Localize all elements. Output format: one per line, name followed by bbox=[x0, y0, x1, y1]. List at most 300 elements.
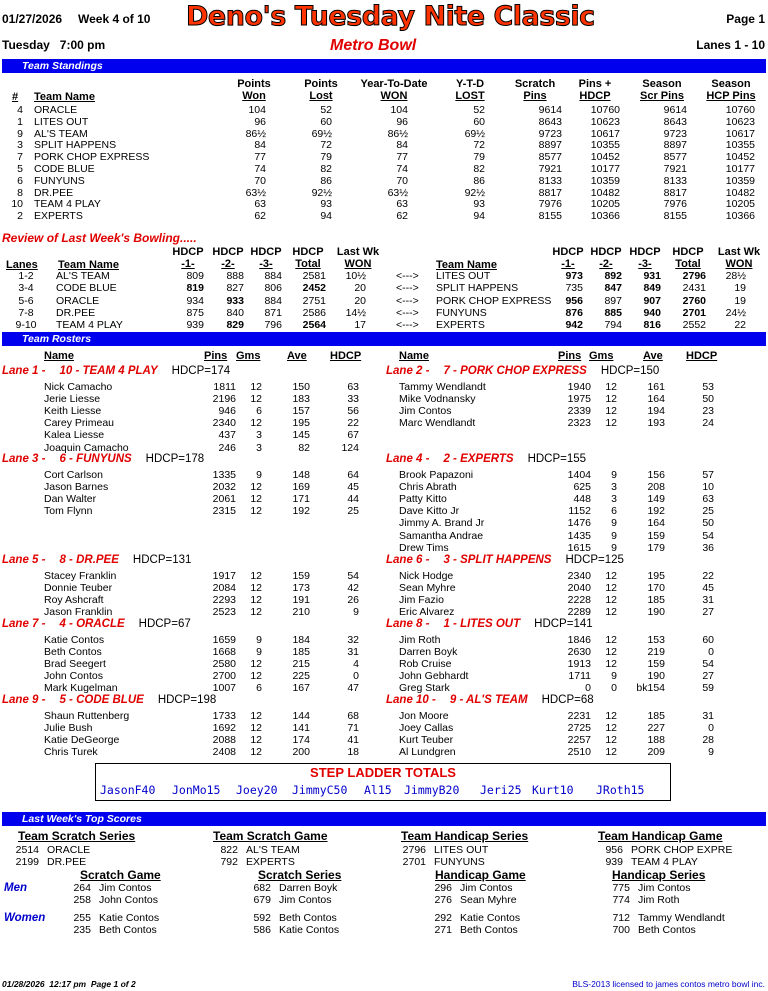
player-average: 194 bbox=[647, 405, 665, 418]
top-score-name: EXPERTS bbox=[246, 856, 295, 868]
standing-num: 10 bbox=[11, 198, 23, 211]
review-a-g1: 875 bbox=[186, 306, 204, 319]
top-score-name: TEAM 4 PLAY bbox=[631, 856, 698, 868]
player-hdcp: 64 bbox=[347, 469, 359, 481]
top-score-value: 235 bbox=[73, 924, 91, 936]
review-hdcp3-a: HDCP -3- bbox=[250, 246, 282, 270]
player-average: 156 bbox=[647, 469, 665, 481]
player-name: Brad Seegert bbox=[44, 658, 106, 671]
player-pins: 2339 bbox=[567, 405, 591, 418]
player-games: 6 bbox=[256, 405, 262, 418]
standing-team: CODE BLUE bbox=[34, 163, 95, 175]
top-team-handicap-game-title: Team Handicap Game bbox=[598, 829, 723, 843]
week-label: Week 4 of 10 bbox=[78, 12, 151, 26]
player-name: Chris Turek bbox=[44, 746, 98, 759]
standing-ytd-won: 104 bbox=[390, 104, 408, 116]
player-pins: 946 bbox=[218, 405, 236, 418]
player-games: 12 bbox=[605, 722, 617, 735]
standing-season-hcp: 10205 bbox=[725, 198, 755, 211]
step-ladder-box bbox=[95, 763, 671, 801]
top-score-name: Katie Contos bbox=[460, 912, 521, 924]
standing-ytd-won: 84 bbox=[396, 139, 408, 152]
player-hdcp: 28 bbox=[702, 734, 714, 747]
player-hdcp: 10 bbox=[702, 481, 714, 494]
step-ladder-entry: JonMo15 bbox=[172, 783, 221, 797]
lane-hdcp: HDCP=68 bbox=[541, 694, 594, 706]
top-score-value: 586 bbox=[253, 924, 271, 936]
player-games: 12 bbox=[250, 606, 262, 619]
standing-season-scr: 8817 bbox=[663, 186, 687, 199]
player-hdcp: 26 bbox=[347, 594, 359, 607]
standing-ytd-lost: 69½ bbox=[464, 127, 485, 140]
player-name: Chris Abrath bbox=[399, 481, 457, 494]
player-average: 82 bbox=[298, 441, 310, 454]
review-a-g2: 827 bbox=[226, 282, 244, 295]
standing-season-hcp: 10482 bbox=[725, 186, 755, 199]
player-pins: 1846 bbox=[567, 634, 591, 646]
player-games: 12 bbox=[250, 570, 262, 582]
player-average: 159 bbox=[647, 529, 665, 542]
top-scratch-series-title: Scratch Series bbox=[258, 868, 342, 882]
player-pins: 1007 bbox=[212, 682, 236, 695]
player-name: Jon Moore bbox=[399, 710, 449, 722]
standing-team: TEAM 4 PLAY bbox=[34, 198, 101, 211]
col-pins-hdcp: Pins + HDCP bbox=[578, 78, 612, 102]
standing-won: 63½ bbox=[245, 186, 266, 199]
review-b-won: 24½ bbox=[725, 306, 746, 319]
standing-scratch-pins: 8643 bbox=[538, 115, 562, 128]
player-pins: 448 bbox=[573, 493, 591, 506]
standing-ytd-lost: 92½ bbox=[464, 186, 485, 199]
player-games: 12 bbox=[605, 582, 617, 595]
player-hdcp: 4 bbox=[353, 658, 359, 671]
player-pins: 1335 bbox=[212, 469, 236, 481]
review-lastwk-b: Last Wk WON bbox=[717, 246, 761, 270]
standing-num: 9 bbox=[17, 127, 23, 140]
standing-lost: 79 bbox=[320, 151, 332, 164]
top-score-value: 775 bbox=[612, 882, 630, 894]
review-b-total: 2760 bbox=[682, 294, 706, 307]
player-hdcp: 45 bbox=[347, 481, 359, 494]
player-games: 3 bbox=[256, 429, 262, 442]
top-score-name: Jim Contos bbox=[99, 882, 152, 894]
review-hdcp2-b: HDCP -2- bbox=[590, 246, 622, 270]
col-num: # bbox=[12, 91, 19, 103]
player-games: 12 bbox=[605, 634, 617, 646]
women-label: Women bbox=[4, 912, 46, 924]
top-score-name: Jim Contos bbox=[279, 894, 332, 906]
player-pins: 2340 bbox=[567, 570, 591, 582]
review-b-total: 2552 bbox=[682, 319, 706, 332]
col-team-name: Team Name bbox=[34, 91, 95, 103]
player-hdcp: 0 bbox=[708, 646, 714, 659]
player-pins: 1733 bbox=[212, 710, 236, 722]
review-a-won: 17 bbox=[354, 319, 366, 332]
review-hdcp2-a: HDCP -2- bbox=[212, 246, 244, 270]
lane-header bbox=[2, 554, 191, 566]
player-games: 3 bbox=[611, 493, 617, 506]
player-hdcp: 56 bbox=[347, 405, 359, 418]
col-scratch-pins: Scratch Pins bbox=[514, 78, 556, 102]
review-a-g3: 806 bbox=[264, 282, 282, 295]
player-hdcp: 50 bbox=[702, 517, 714, 530]
lane-hdcp: HDCP=150 bbox=[600, 365, 660, 377]
player-hdcp: 59 bbox=[702, 682, 714, 695]
top-score-value: 682 bbox=[253, 882, 271, 894]
roster-col-gms-r: Gms bbox=[589, 350, 614, 362]
standing-team: PORK CHOP EXPRESS bbox=[34, 151, 150, 164]
review-a-g3: 796 bbox=[264, 319, 282, 332]
player-pins: 2725 bbox=[567, 722, 591, 735]
player-pins: 2257 bbox=[567, 734, 591, 747]
review-hdcp1-b: HDCP -1- bbox=[552, 246, 584, 270]
player-hdcp: 27 bbox=[702, 606, 714, 619]
review-col-team-a: Team Name bbox=[58, 259, 119, 271]
player-name: Jason Barnes bbox=[44, 481, 109, 494]
col-points-lost: Points Lost bbox=[304, 78, 338, 102]
col-ytd-won: Year-To-Date WON bbox=[360, 78, 428, 102]
player-hdcp: 33 bbox=[347, 393, 359, 406]
standing-lost: 93 bbox=[320, 198, 332, 211]
standing-ytd-won: 70 bbox=[396, 174, 408, 187]
lane-hdcp: HDCP=198 bbox=[157, 694, 217, 706]
top-score-value: 700 bbox=[612, 924, 630, 936]
standing-pins-hdcp: 10205 bbox=[590, 198, 620, 211]
standing-num: 6 bbox=[17, 174, 23, 187]
review-b-g1: 735 bbox=[565, 282, 583, 295]
standing-ytd-lost: 82 bbox=[473, 163, 485, 175]
lane-label: Lane 10 - bbox=[386, 694, 436, 706]
player-name: Brook Papazoni bbox=[399, 469, 474, 481]
top-handicap-series-title: Handicap Series bbox=[612, 868, 706, 882]
lane-header bbox=[2, 453, 204, 465]
player-name: Jim Fazio bbox=[399, 594, 444, 607]
player-name: Nick Camacho bbox=[44, 381, 113, 393]
lane-hdcp: HDCP=174 bbox=[171, 365, 231, 377]
player-games: 12 bbox=[250, 417, 262, 430]
review-b-g2: 892 bbox=[604, 270, 622, 282]
player-hdcp: 25 bbox=[347, 505, 359, 518]
player-name: Jimmy A. Brand Jr bbox=[399, 517, 485, 530]
player-average: 210 bbox=[292, 606, 310, 619]
review-a-won: 20 bbox=[354, 282, 366, 295]
player-hdcp: 31 bbox=[702, 710, 714, 722]
standing-pins-hdcp: 10355 bbox=[590, 139, 620, 152]
player-average: 157 bbox=[292, 405, 310, 418]
player-hdcp: 22 bbox=[702, 570, 714, 582]
lane-hdcp: HDCP=178 bbox=[145, 453, 205, 465]
player-average: 195 bbox=[292, 417, 310, 430]
lane-label: Lane 6 - bbox=[386, 554, 430, 566]
review-b-g1: 876 bbox=[565, 306, 583, 319]
player-games: 9 bbox=[611, 541, 617, 554]
top-score-name: ORACLE bbox=[47, 844, 91, 856]
lane-label: Lane 3 - bbox=[2, 453, 46, 465]
top-score-value: 2514 bbox=[15, 844, 39, 856]
standing-scratch-pins: 8577 bbox=[538, 151, 562, 164]
step-ladder-entry: Joey20 bbox=[236, 783, 278, 797]
player-games: 12 bbox=[250, 746, 262, 759]
player-average: 149 bbox=[647, 493, 665, 506]
standing-lost: 82 bbox=[320, 163, 332, 175]
standing-team: DR.PEE bbox=[34, 186, 74, 199]
player-pins: 437 bbox=[218, 429, 236, 442]
top-score-value: 712 bbox=[612, 912, 630, 924]
player-average: 193 bbox=[647, 417, 665, 430]
step-ladder-entry: JasonF40 bbox=[100, 783, 156, 797]
standing-scratch-pins: 8133 bbox=[538, 174, 562, 187]
step-ladder-title: STEP LADDER TOTALS bbox=[310, 765, 456, 780]
lane-team: 6 - FUNYUNS bbox=[59, 453, 132, 465]
player-average: 184 bbox=[292, 634, 310, 646]
player-average: 169 bbox=[292, 481, 310, 494]
player-pins: 2700 bbox=[212, 670, 236, 683]
player-pins: 2340 bbox=[212, 417, 236, 430]
review-a-g2: 840 bbox=[226, 306, 244, 319]
player-average: 183 bbox=[292, 393, 310, 406]
review-team-a: AL'S TEAM bbox=[56, 270, 110, 282]
review-a-total: 2751 bbox=[302, 294, 326, 307]
player-average: 191 bbox=[292, 594, 310, 607]
standing-season-scr: 8643 bbox=[663, 115, 687, 128]
player-hdcp: 42 bbox=[347, 582, 359, 595]
lane-header bbox=[386, 453, 586, 465]
player-name: Joey Callas bbox=[399, 722, 454, 735]
player-name: Greg Stark bbox=[399, 682, 450, 695]
top-score-value: 2796 bbox=[402, 844, 426, 856]
lane-label: Lane 2 - bbox=[386, 365, 430, 377]
top-team-scratch-series-title: Team Scratch Series bbox=[18, 829, 136, 843]
player-name: Kurt Teuber bbox=[399, 734, 454, 747]
player-hdcp: 44 bbox=[347, 493, 359, 506]
player-pins: 1940 bbox=[567, 381, 591, 393]
standing-season-scr: 8577 bbox=[663, 151, 687, 164]
player-average: 209 bbox=[647, 746, 665, 759]
standing-lost: 60 bbox=[320, 115, 332, 128]
player-pins: 1711 bbox=[568, 670, 591, 683]
review-b-g2: 794 bbox=[604, 319, 622, 332]
lane-label: Lane 4 - bbox=[386, 453, 430, 465]
standing-pins-hdcp: 10482 bbox=[590, 186, 620, 199]
review-a-g2: 933 bbox=[226, 294, 244, 307]
top-score-value: 2199 bbox=[15, 856, 39, 868]
player-games: 12 bbox=[250, 670, 262, 683]
review-a-g1: 934 bbox=[186, 294, 204, 307]
standing-lost: 92½ bbox=[311, 186, 332, 199]
player-games: 12 bbox=[605, 646, 617, 659]
top-score-name: AL'S TEAM bbox=[246, 844, 300, 856]
player-games: 12 bbox=[605, 746, 617, 759]
player-games: 9 bbox=[611, 517, 617, 530]
player-name: Samantha Andrae bbox=[399, 529, 484, 542]
step-ladder-entry: Kurt10 bbox=[532, 783, 574, 797]
standing-num: 3 bbox=[17, 139, 23, 152]
lane-hdcp: HDCP=155 bbox=[527, 453, 587, 465]
player-name: Roy Ashcraft bbox=[44, 594, 104, 607]
top-score-name: LITES OUT bbox=[434, 844, 489, 856]
player-name: Al Lundgren bbox=[399, 746, 456, 759]
player-name: Mark Kugelman bbox=[44, 682, 118, 695]
top-score-name: Tammy Wendlandt bbox=[638, 912, 725, 924]
player-games: 9 bbox=[256, 646, 262, 659]
standing-won: 104 bbox=[248, 104, 266, 116]
player-name: Katie Contos bbox=[44, 634, 105, 646]
player-pins: 2040 bbox=[567, 582, 591, 595]
player-name: Shaun Ruttenberg bbox=[44, 710, 130, 722]
review-a-g3: 884 bbox=[264, 270, 282, 282]
top-score-name: Katie Contos bbox=[99, 912, 160, 924]
top-score-value: 296 bbox=[434, 882, 452, 894]
roster-col-hdcp-r: HDCP bbox=[686, 350, 718, 362]
player-hdcp: 71 bbox=[347, 722, 359, 735]
review-team-b: LITES OUT bbox=[436, 270, 491, 282]
standing-team: AL'S TEAM bbox=[34, 127, 88, 140]
player-average: 173 bbox=[292, 582, 310, 595]
top-score-value: 939 bbox=[605, 856, 623, 868]
standing-ytd-lost: 93 bbox=[473, 198, 485, 211]
review-hdcp1-a: HDCP -1- bbox=[172, 246, 204, 270]
standing-ytd-lost: 94 bbox=[473, 210, 485, 223]
player-pins: 2084 bbox=[212, 582, 236, 595]
review-b-won: 19 bbox=[734, 282, 746, 295]
player-average: 227 bbox=[647, 722, 665, 735]
player-pins: 1404 bbox=[567, 469, 591, 481]
player-games: 12 bbox=[605, 381, 617, 393]
top-score-value: 276 bbox=[434, 894, 452, 906]
top-score-name: DR.PEE bbox=[47, 856, 87, 868]
standing-ytd-won: 74 bbox=[396, 163, 408, 175]
player-pins: 246 bbox=[218, 441, 236, 454]
top-score-name: Jim Roth bbox=[638, 894, 680, 906]
player-average: 167 bbox=[292, 682, 310, 695]
top-score-value: 2701 bbox=[402, 856, 426, 868]
review-a-won: 20 bbox=[354, 294, 366, 307]
player-games: 12 bbox=[250, 393, 262, 406]
player-games: 9 bbox=[611, 469, 617, 481]
player-pins: 2315 bbox=[212, 505, 236, 518]
top-score-name: Jim Contos bbox=[638, 882, 691, 894]
lane-header bbox=[2, 365, 230, 377]
player-games: 12 bbox=[605, 417, 617, 430]
player-name: Cort Carlson bbox=[44, 469, 103, 481]
review-a-total: 2581 bbox=[302, 270, 326, 282]
top-score-name: PORK CHOP EXPRE bbox=[631, 844, 733, 856]
review-a-g1: 819 bbox=[186, 282, 204, 295]
player-games: 3 bbox=[611, 481, 617, 494]
review-b-total: 2431 bbox=[682, 282, 706, 295]
step-ladder-entry: JRoth15 bbox=[596, 783, 645, 797]
review-lanes: 7-8 bbox=[18, 306, 34, 319]
player-pins: 1692 bbox=[212, 722, 236, 735]
top-handicap-game-title: Handicap Game bbox=[435, 868, 526, 882]
standing-team: SPLIT HAPPENS bbox=[34, 139, 117, 152]
lane-team: 9 - AL'S TEAM bbox=[449, 694, 528, 706]
roster-col-ave: Ave bbox=[287, 350, 307, 362]
footer-print-info: 01/28/2026 12:17 pm Page 1 of 2 bbox=[2, 979, 136, 989]
player-average: 192 bbox=[292, 505, 310, 518]
review-a-total: 2586 bbox=[302, 306, 326, 319]
player-name: John Gebhardt bbox=[399, 670, 469, 683]
player-games: 12 bbox=[250, 505, 262, 518]
player-games: 6 bbox=[611, 505, 617, 518]
player-games: 9 bbox=[611, 670, 617, 683]
review-b-won: 19 bbox=[734, 294, 746, 307]
player-average: 174 bbox=[292, 734, 310, 747]
roster-col-ave-r: Ave bbox=[643, 350, 663, 362]
review-lanes: 5-6 bbox=[18, 294, 34, 307]
player-games: 12 bbox=[605, 594, 617, 607]
player-average: 161 bbox=[647, 381, 665, 393]
player-name: Marc Wendlandt bbox=[399, 417, 476, 430]
player-games: 12 bbox=[250, 582, 262, 595]
report-date: 01/27/2026 bbox=[2, 12, 63, 26]
review-vs: <---> bbox=[396, 319, 419, 332]
lane-team: 7 - PORK CHOP EXPRESS bbox=[443, 365, 587, 377]
player-games: 3 bbox=[256, 441, 262, 454]
player-name: Dave Kitto Jr bbox=[399, 505, 460, 518]
player-games: 12 bbox=[250, 734, 262, 747]
standing-season-hcp: 10617 bbox=[725, 127, 755, 140]
player-hdcp: 50 bbox=[702, 393, 714, 406]
top-score-value: 792 bbox=[220, 856, 238, 868]
player-hdcp: 0 bbox=[708, 722, 714, 735]
review-a-total: 2564 bbox=[302, 319, 326, 332]
player-pins: 0 bbox=[585, 682, 591, 695]
standing-pins-hdcp: 10452 bbox=[590, 151, 620, 164]
team-standings-bar: Team Standings bbox=[2, 59, 766, 73]
player-hdcp: 124 bbox=[341, 441, 359, 454]
standing-ytd-won: 62 bbox=[396, 210, 408, 223]
player-average: 153 bbox=[647, 634, 665, 646]
review-b-g3: 849 bbox=[643, 282, 661, 295]
player-hdcp: 54 bbox=[347, 570, 359, 582]
top-score-name: John Contos bbox=[99, 894, 158, 906]
standing-ytd-won: 86½ bbox=[387, 127, 408, 140]
player-average: 145 bbox=[292, 429, 310, 442]
player-games: 12 bbox=[250, 722, 262, 735]
player-games: 0 bbox=[611, 682, 617, 695]
standing-won: 86½ bbox=[245, 127, 266, 140]
lanes-label: Lanes 1 - 10 bbox=[696, 38, 765, 52]
lane-team: 10 - TEAM 4 PLAY bbox=[59, 365, 158, 377]
page-label: Page 1 bbox=[726, 12, 765, 26]
player-name: Dan Walter bbox=[44, 493, 97, 506]
player-hdcp: 67 bbox=[347, 429, 359, 442]
men-label: Men bbox=[4, 882, 27, 894]
standing-ytd-won: 77 bbox=[396, 151, 408, 164]
lane-header bbox=[386, 694, 594, 706]
lane-header bbox=[2, 618, 191, 630]
roster-col-pins: Pins bbox=[204, 350, 228, 362]
standing-season-scr: 7921 bbox=[663, 163, 687, 175]
standing-won: 62 bbox=[254, 210, 266, 223]
top-score-value: 271 bbox=[434, 924, 452, 936]
player-games: 9 bbox=[611, 529, 617, 542]
top-score-value: 292 bbox=[434, 912, 452, 924]
player-games: 12 bbox=[605, 570, 617, 582]
lane-label: Lane 7 - bbox=[2, 618, 46, 630]
player-games: 6 bbox=[256, 682, 262, 695]
review-a-g1: 939 bbox=[186, 319, 204, 332]
review-lanes: 9-10 bbox=[15, 319, 37, 332]
review-b-g3: 907 bbox=[643, 294, 661, 307]
lane-header bbox=[386, 554, 624, 566]
top-score-value: 255 bbox=[73, 912, 91, 924]
player-games: 9 bbox=[256, 469, 262, 481]
standing-ytd-lost: 72 bbox=[473, 139, 485, 152]
player-hdcp: 22 bbox=[347, 417, 359, 430]
lane-label: Lane 8 - bbox=[386, 618, 430, 630]
